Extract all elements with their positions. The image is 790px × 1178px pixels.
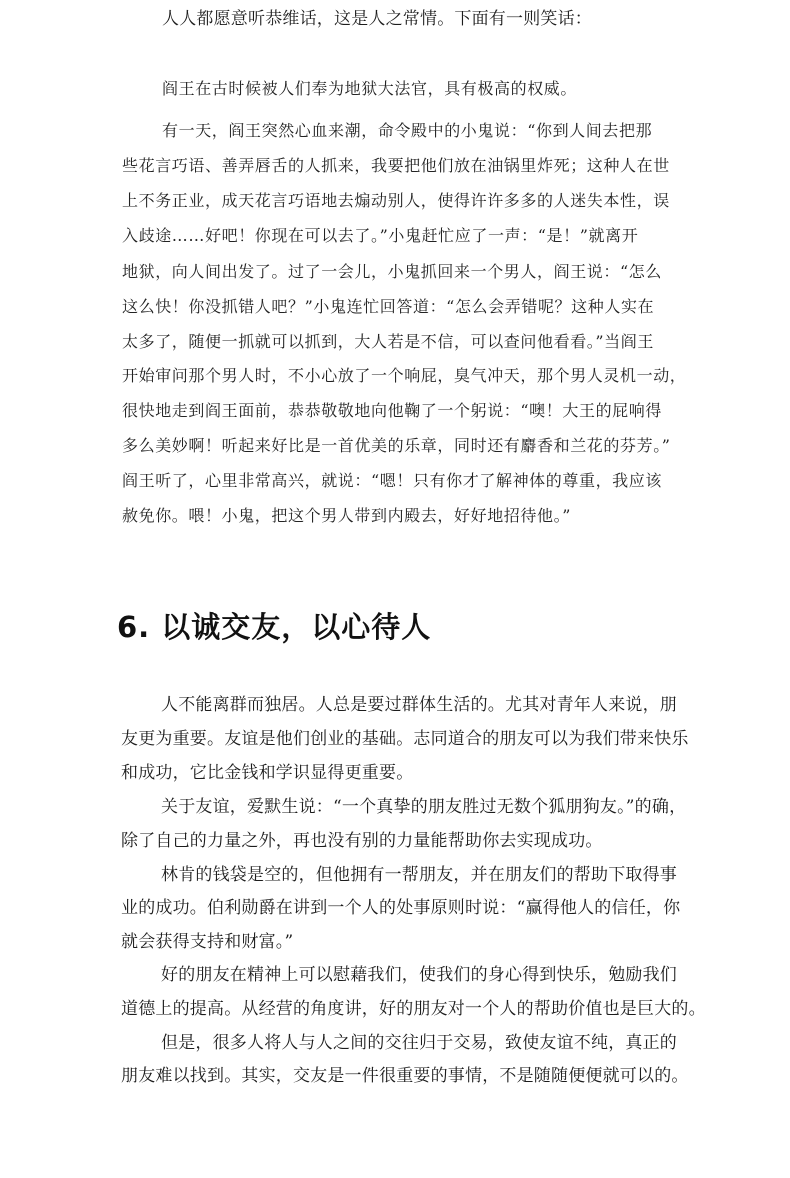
section-line: 就会获得支持和财富。”: [121, 932, 294, 952]
section-line: 除了自己的力量之外，再也没有别的力量能帮助你去实现成功。: [121, 831, 603, 851]
section-line: 好的朋友在精神上可以慰藉我们，使我们的身心得到快乐，勉励我们: [161, 965, 677, 985]
story-line: 开始审问那个男人时，不小心放了一个响屁，臭气冲天，那个男人灵机一动，: [122, 366, 687, 385]
story-line: 地狱，向人间出发了。过了一会儿，小鬼抓回来一个男人，阎王说：“怎么: [122, 262, 662, 281]
section-line: 人不能离群而独居。人总是要过群体生活的。尤其对青年人来说，朋: [161, 695, 677, 715]
story-line: 入歧途……好吧！你现在可以去了。”小鬼赶忙应了一声：“是！”就离开: [122, 226, 639, 245]
section-line: 友更为重要。友谊是他们创业的基础。志同道合的朋友可以为我们带来快乐: [121, 729, 689, 749]
story-line: 些花言巧语、善弄唇舌的人抓来，我要把他们放在油锅里炸死；这种人在世: [122, 156, 670, 175]
story-line: 上不务正业，成天花言巧语地去煽动别人，使得许许多多的人迷失本性，误: [122, 191, 670, 210]
story-line: 太多了，随便一抓就可以抓到，大人若是不信，可以查问他看看。”当阎王: [122, 332, 654, 351]
section-line: 但是，很多人将人与人之间的交往归于交易，致使友谊不纯，真正的: [161, 1033, 677, 1053]
section-line: 林肯的钱袋是空的，但他拥有一帮朋友，并在朋友们的帮助下取得事: [161, 865, 677, 885]
section-line: 道德上的提高。从经营的角度讲，好的朋友对一个人的帮助价值也是巨大的。: [121, 999, 706, 1019]
story-line: 阎王听了，心里非常高兴，就说：“嗯！只有你才了解神体的尊重，我应该: [122, 471, 662, 490]
story-line: 多么美妙啊！听起来好比是一首优美的乐章，同时还有麝香和兰花的芬芳。”: [122, 436, 671, 455]
section-line: 和成功，它比金钱和学识显得更重要。: [121, 763, 414, 783]
story-line: 这么快！你没抓错人吧？”小鬼连忙回答道：“怎么会弄错呢？这种人实在: [122, 297, 655, 316]
story-line: 很快地走到阎王面前，恭恭敬敬地向他鞠了一个躬说：“噢！大王的屁响得: [122, 401, 662, 420]
story-line: 有一天，阎王突然心血来潮，命令殿中的小鬼说：“你到人间去把那: [162, 121, 653, 140]
intro-paragraph: 人人都愿意听恭维话，这是人之常情。下面有一则笑话：: [162, 9, 592, 29]
section-line: 朋友难以找到。其实，交友是一件很重要的事情，不是随随便便就可以的。: [121, 1066, 689, 1086]
story-line: 赦免你。喂！小鬼，把这个男人带到内殿去，好好地招待他。”: [122, 506, 571, 525]
story-line: 阎王在古时候被人们奉为地狱大法官，具有极高的权威。: [162, 79, 578, 98]
section-line: 关于友谊，爱默生说：“一个真挚的朋友胜过无数个狐朋狗友。”的确，: [161, 797, 687, 817]
section-line: 业的成功。伯利勋爵在讲到一个人的处事原则时说：“赢得他人的信任，你: [121, 898, 681, 918]
section-heading: 6. 以诚交友，以心待人: [117, 610, 432, 644]
